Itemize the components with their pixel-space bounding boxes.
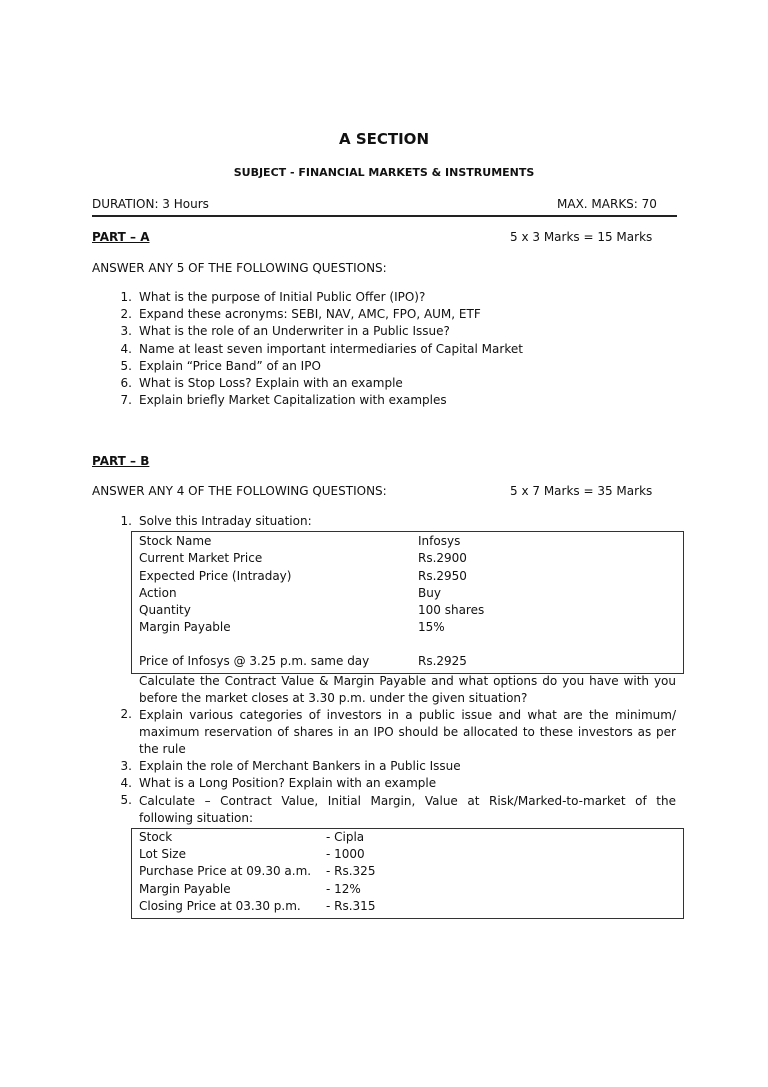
page-title: A SECTION [338,130,429,148]
question-text: What is the purpose of Initial Public Offer (IPO)? [139,290,426,304]
question-text: Solve this Intraday situation: [139,514,312,528]
table-cell-label: Current Market Price [139,551,263,565]
table-cell-label: Margin Payable [139,882,231,896]
question-number: 4. [120,341,132,356]
question-text: Explain various categories of investors in a public issue and what are the minimum/ maximum reservation of shares in an IPO should be allocated to these investors as per the rule [139,708,676,757]
part-b-instruction: ANSWER ANY 4 OF THE FOLLOWING QUESTIONS: [92,484,387,498]
question-number: 6. [120,375,132,390]
question-text: What is a Long Position? Explain with an example [139,776,437,790]
table-cell-label: Purchase Price at 09.30 a.m. [139,864,312,878]
cipla-table [131,828,684,919]
duration-label: DURATION: 3 Hours [92,197,209,211]
table-cell-value: 15% [418,620,445,634]
part-b-marks: 5 x 7 Marks = 35 Marks [510,484,653,498]
question-text: Name at least seven important intermediaries of Capital Market [139,341,523,356]
table-cell-label: Action [139,586,177,600]
table-cell-label: Expected Price (Intraday) [139,569,292,583]
question-text: Expand these acronyms: SEBI, NAV, AMC, FPO, AUM, ETF [139,307,481,322]
question-text: What is Stop Loss? Explain with an example [139,375,403,390]
intraday-table [131,531,684,674]
header-divider [92,215,677,217]
part-b-heading: PART – B [92,454,150,468]
table-cell-value: - 1000 [326,847,365,861]
question-text: Calculate – Contract Value, Initial Margin, Value at Risk/Marked-to-market of the following situation: [139,794,676,826]
table-cell-value: Rs.2925 [418,654,467,668]
question-text: Explain briefly Market Capitalization with examples [139,393,447,408]
question-number: 5. [120,793,132,807]
question-number: 7. [120,393,132,408]
table-cell-label: Lot Size [139,847,186,861]
question-number: 3. [120,759,132,773]
question-text: Explain “Price Band” of an IPO [139,358,321,373]
question-number: 1. [120,290,132,304]
max-marks-label: MAX. MARKS: 70 [557,197,657,211]
question-number: 1. [120,514,132,528]
table-cell-value: - Cipla [326,830,365,844]
part-a-marks: 5 x 3 Marks = 15 Marks [510,230,653,244]
table-cell-label: Closing Price at 03.30 p.m. [139,899,301,913]
question-number: 4. [120,776,132,790]
question-followup: Calculate the Contract Value & Margin Payable and what options do you have with you before the market closes at 3.30 p.m. under the given situation? [139,674,676,706]
question-number: 2. [120,707,132,721]
subject-line: SUBJECT - FINANCIAL MARKETS & INSTRUMENTS [233,166,535,179]
table-cell-value: 100 shares [418,603,485,617]
part-a-instruction: ANSWER ANY 5 OF THE FOLLOWING QUESTIONS: [92,261,387,275]
table-cell-value: Infosys [418,534,461,548]
table-cell-value: - Rs.325 [326,864,376,878]
table-cell-value: Rs.2900 [418,551,467,565]
table-cell-value: Rs.2950 [418,569,467,583]
table-cell-label: Quantity [139,603,191,617]
table-cell-label: Price of Infosys @ 3.25 p.m. same day [139,654,370,668]
part-a-heading: PART – A [92,230,150,244]
table-cell-value: Buy [418,586,441,600]
question-number: 2. [120,307,132,322]
table-cell-value: - Rs.315 [326,899,376,913]
question-text: What is the role of an Underwriter in a Public Issue? [139,324,450,339]
table-cell-value: - 12% [326,882,361,896]
question-number: 5. [120,358,132,373]
table-cell-label: Stock [139,830,173,844]
table-cell-label: Margin Payable [139,620,231,634]
question-number: 3. [120,324,132,339]
question-text: Explain the role of Merchant Bankers in a Public Issue [139,759,461,773]
table-cell-label: Stock Name [139,534,212,548]
